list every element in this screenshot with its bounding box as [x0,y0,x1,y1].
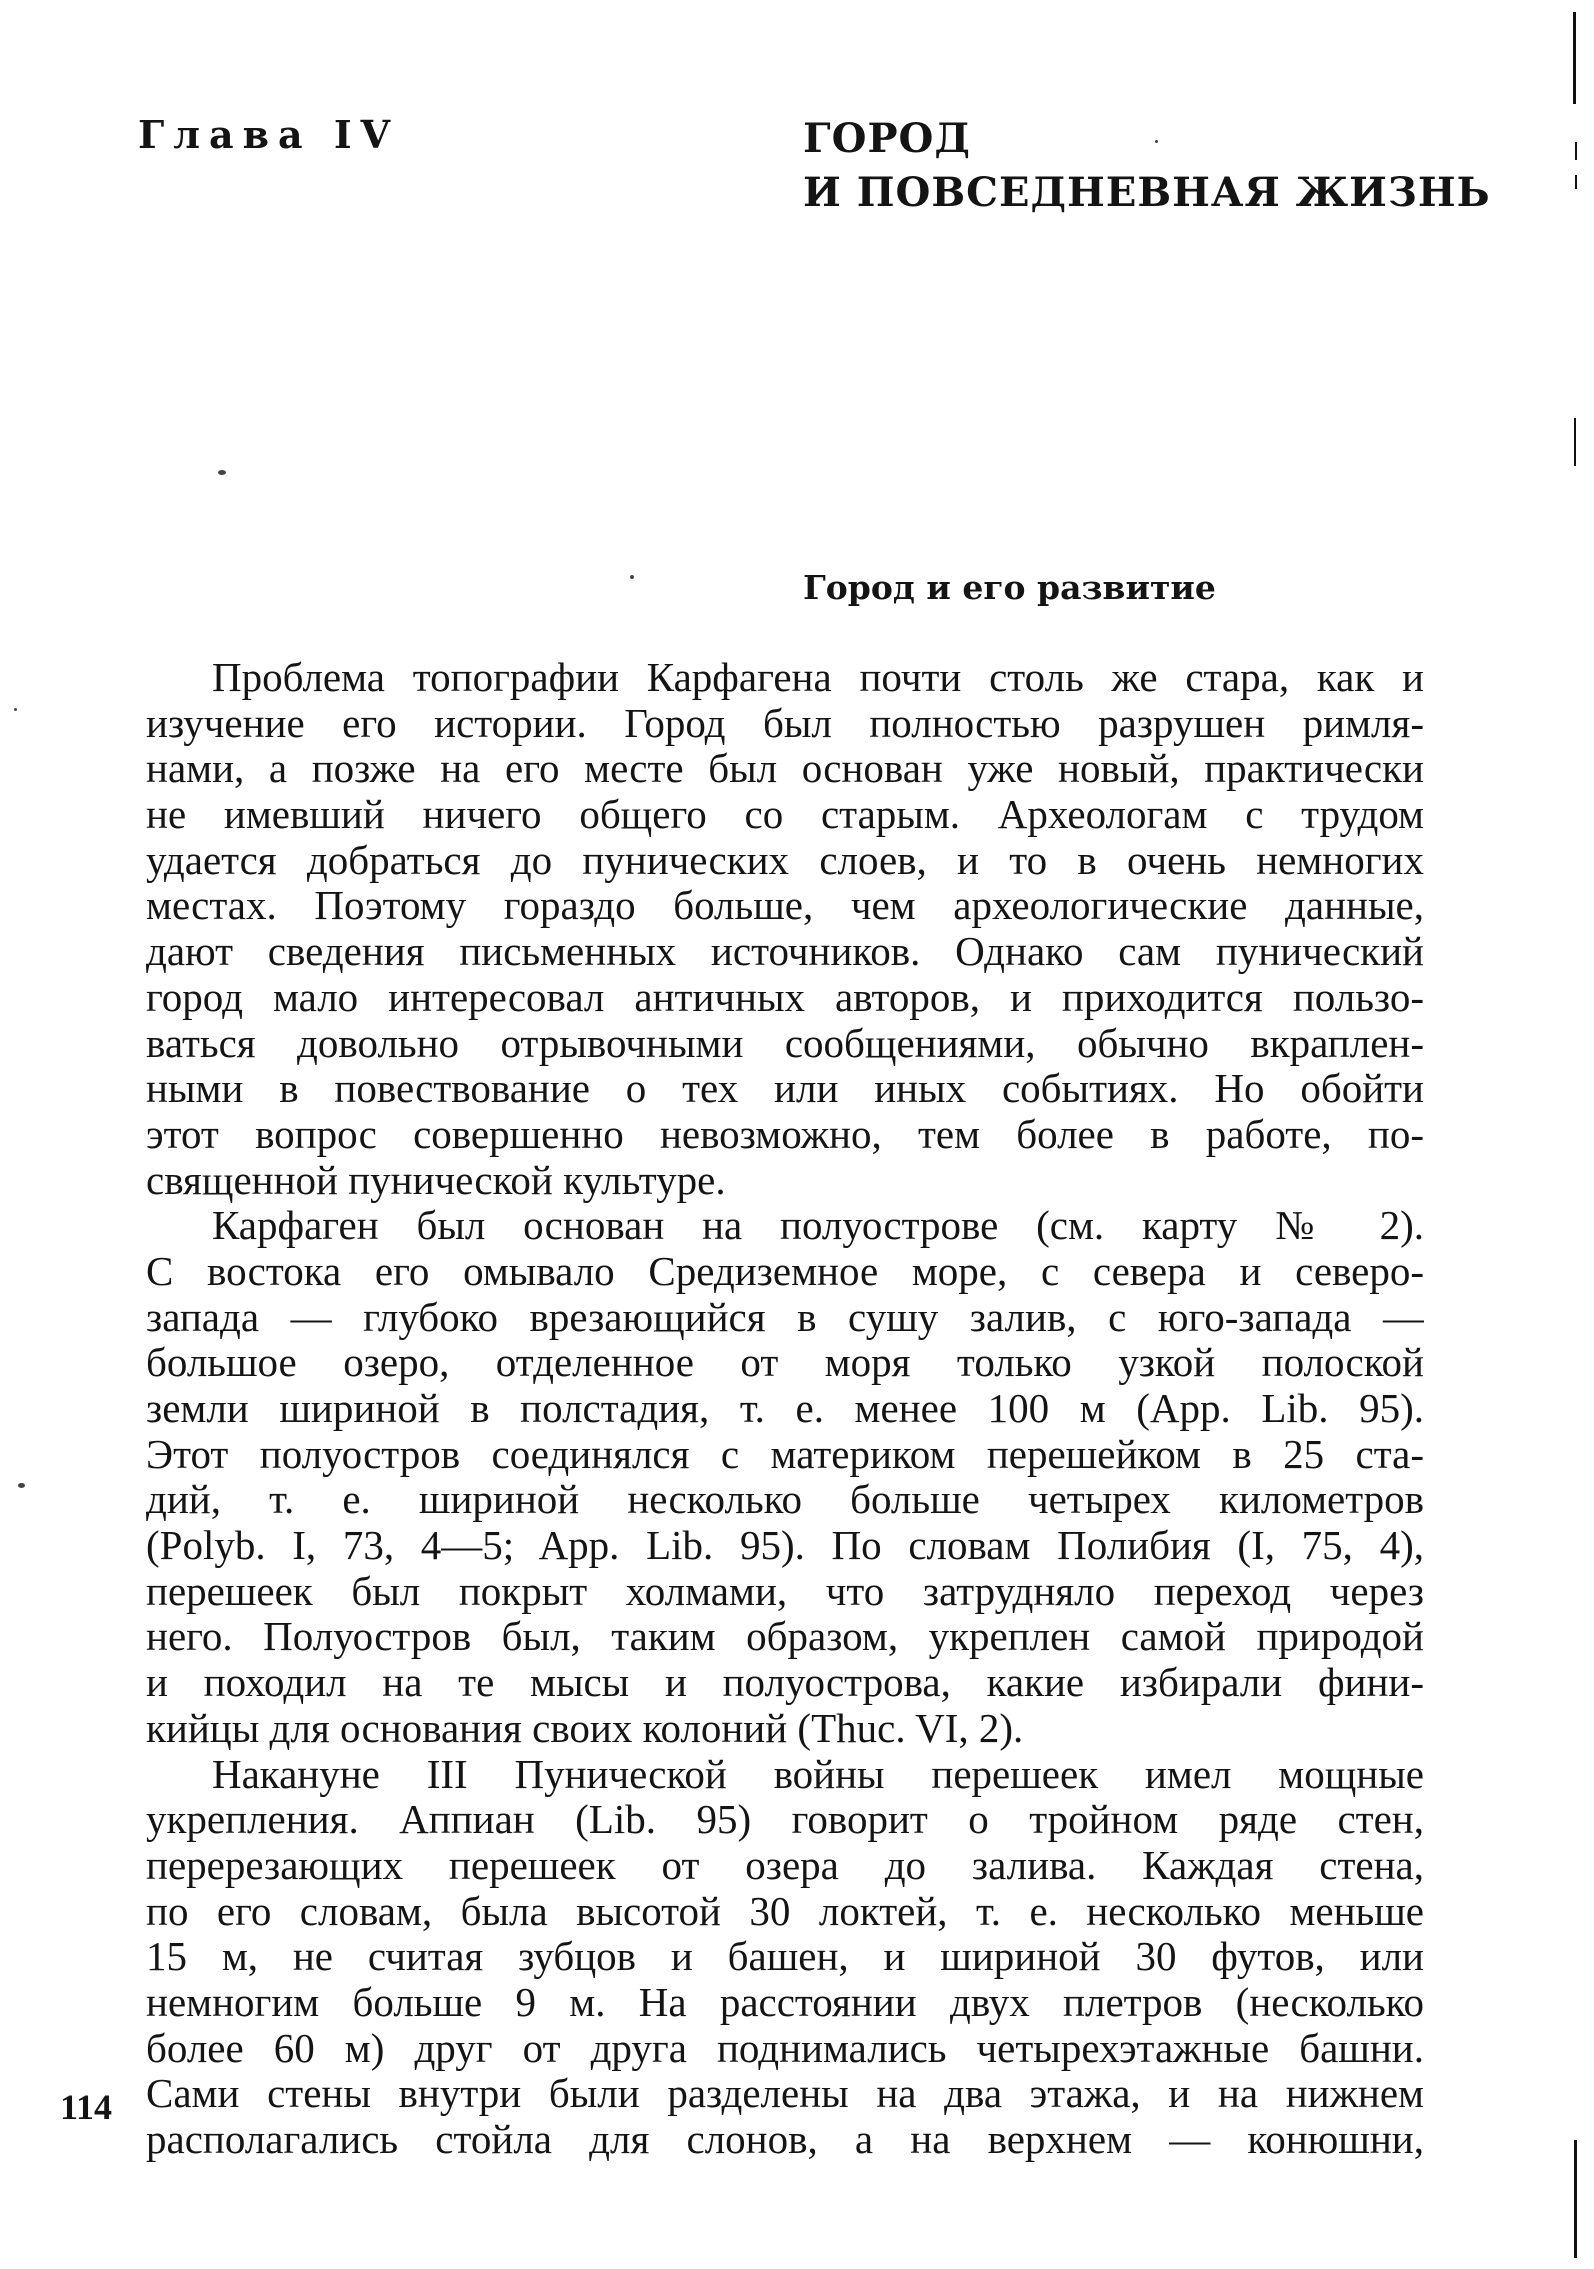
text-line: него. Полуостров был, таким образом, укреплен самой природой [146,1614,1424,1660]
scan-edge-mark [1575,175,1577,189]
text-line: местах. Поэтому гораздо больше, чем археологические данные, [146,883,1424,929]
text-line: земли шириной в полстадия, т. е. менее 100 м (App. Lib. 95). [146,1386,1424,1431]
text-line: 15 м, не считая зубцов и башен, и шириной 30 футов, или [146,1934,1424,1980]
text-line: город мало интересовал античных авторов, и приходится пользо- [146,974,1424,1020]
chapter-title-line-2: И ПОВСЕДНЕВНАЯ ЖИЗНЬ [803,169,1491,216]
text-line: С востока его омывало Средиземное море, с севера и северо- [146,1248,1424,1294]
text-line: укрепления. Аппиан (Lib. 95) говорит о тройном ряде стен, [146,1797,1424,1843]
text-line: (Polyb. I, 73, 4—5; App. Lib. 95). По словам Полибия (I, 75, 4), [146,1523,1424,1569]
text-line: священной пунической культуре. [146,1157,726,1203]
text-line: кийцы для основания своих колоний (Thuc. VI, 2). [146,1705,1024,1751]
chapter-label: Глава IV [138,112,400,157]
scan-speck [18,1483,25,1488]
text-line: дий, т. е. шириной несколько больше четырех километров [146,1477,1424,1523]
text-line: этот вопрос совершенно невозможно, тем более в работе, по- [146,1111,1424,1157]
text-line: более 60 м) друг от друга поднимались четырехэтажные башни. [146,2025,1424,2071]
text-line: дают сведения письменных источников. Однако сам пунический [146,929,1424,975]
scan-speck [630,575,634,579]
section-heading: Город и его развитие [803,568,1216,607]
text-line: нами, а позже на его месте был основан уже новый, практически [146,746,1424,792]
scan-speck [14,708,17,711]
text-line: и походил на те мысы и полуострова, какие избирали фини- [146,1660,1424,1706]
text-line: располагались стойла для слонов, а на верхнем — конюшни, [146,2117,1424,2162]
text-line: ваться довольно отрывочными сообщениями, обычно вкраплен- [146,1020,1424,1066]
text-line: Проблема топографии Карфагена почти столь же стара, как и [212,655,1424,700]
scan-edge-mark [1574,2140,1577,2258]
text-line: большое озеро, отделенное от моря только узкой полоской [146,1340,1424,1386]
text-line: по его словам, была высотой 30 локтей, т. е. несколько меньше [146,1888,1424,1934]
text-line: Карфаген был основан на полуострове (см. карту № 2). [212,1203,1424,1249]
scan-edge-mark [1574,418,1576,466]
text-line: Этот полуостров соединялся с материком перешейком в 25 ста- [146,1431,1424,1477]
text-line: изучение его истории. Город был полностью разрушен римля- [146,700,1424,746]
text-line: запада — глубоко врезающийся в сушу залив, с юго-запада — [146,1294,1424,1340]
text-line: Накануне III Пунической войны перешеек имел мощные [212,1751,1424,1797]
scan-edge-mark [1575,142,1577,160]
text-line: удается добраться до пунических слоев, и то в очень немногих [146,837,1424,883]
body-text [146,655,1424,2163]
page-number: 114 [60,2087,113,2127]
chapter-title [803,112,1491,220]
text-line: не имевший ничего общего со старым. Археологам с трудом [146,792,1424,838]
text-line: Сами стены внутри были разделены на два этажа, и на нижнем [146,2071,1424,2117]
chapter-title-line-1: ГОРОД [803,115,971,162]
scan-edge-mark [1573,12,1576,104]
scan-speck [1155,140,1158,143]
text-line: перешеек был покрыт холмами, что затрудняло переход через [146,1568,1424,1614]
text-line: ными в повествование о тех или иных событиях. Но обойти [146,1066,1424,1112]
scan-speck [218,470,226,475]
text-line: перерезающих перешеек от озера до залива. Каждая стена, [146,1842,1424,1888]
text-line: немногим больше 9 м. На расстоянии двух плетров (несколько [146,1979,1424,2025]
